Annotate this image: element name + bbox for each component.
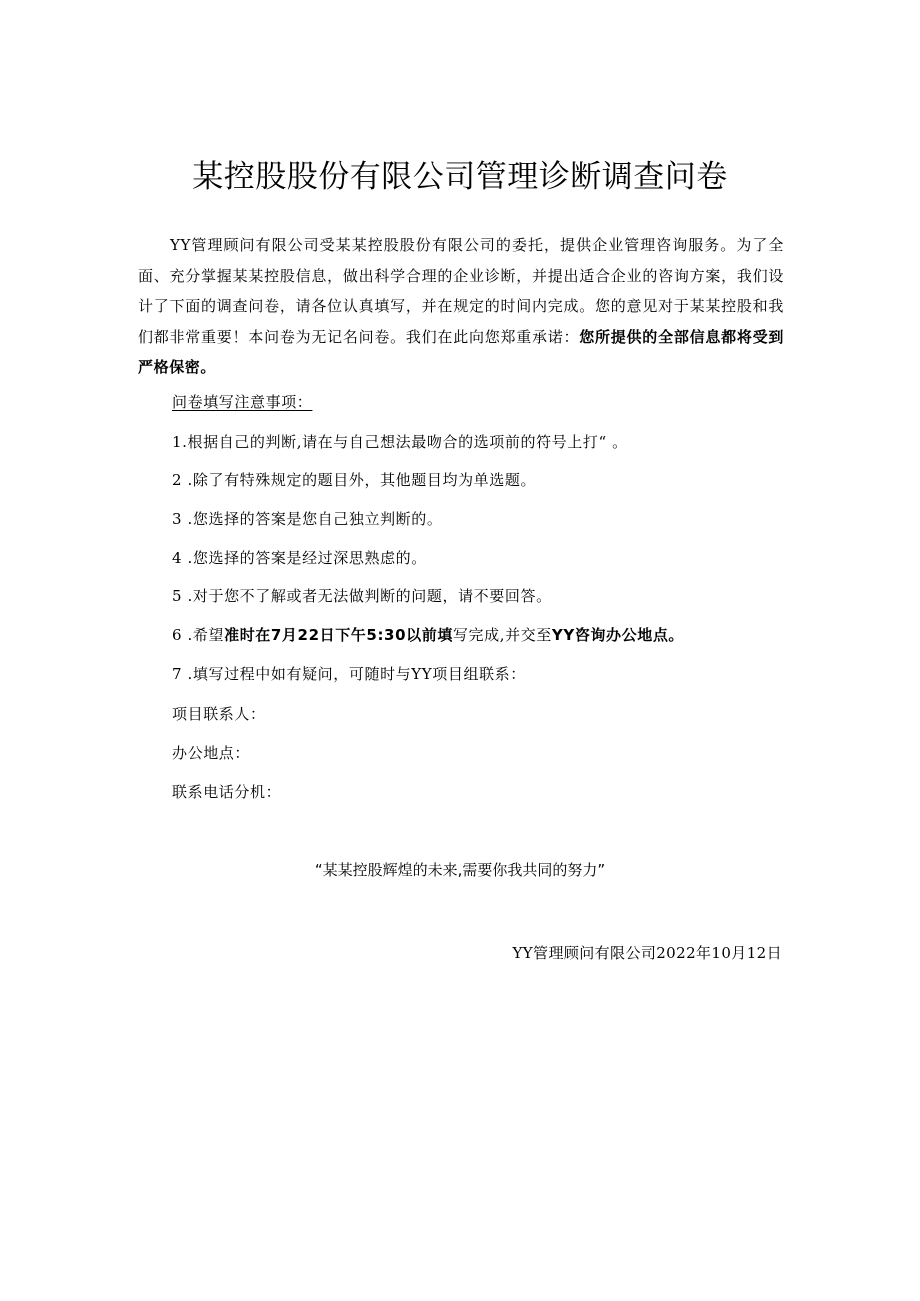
- office-location-label: 办公地点：: [172, 744, 251, 762]
- note-6-location: YY咨询办公地点。: [551, 626, 685, 644]
- signature-line: YY管理顾问有限公司2022年10月12日: [512, 944, 782, 962]
- slogan: “某某控股辉煌的未来,需要你我共同的努力”: [314, 861, 606, 879]
- note-item-5: 5 .对于您不了解或者无法做判断的问题，请不要回答。: [172, 587, 552, 605]
- note-item-2: 2 .除了有特殊规定的题目外，其他题目均为单选题。: [172, 471, 537, 489]
- note-item-3: 3 .您选择的答案是您自己独立判断的。: [172, 510, 443, 528]
- note-item-7: 7 .填写过程中如有疑问，可随时与YY项目组联系：: [172, 665, 526, 683]
- note-item-6: [172, 623, 684, 647]
- contact-phone-label: 联系电话分机：: [172, 783, 282, 801]
- note-item-4: 4 .您选择的答案是经过深思熟虑的。: [172, 549, 427, 567]
- confidentiality-promise: 您所提供的全部信息都将受到严格保密。: [138, 327, 784, 376]
- notes-heading: 问卷填写注意事项：: [172, 393, 313, 411]
- note-item-1: 1.根据自己的判断,请在与自己想法最吻合的选项前的符号上打“ 。: [172, 433, 628, 451]
- document-title: 某控股股份有限公司管理诊断调查问卷: [192, 159, 728, 195]
- contact-person-label: 项目联系人：: [172, 705, 266, 723]
- intro-text: YY管理顾问有限公司受某某控股股份有限公司的委托，提供企业管理咨询服务。为了全面、充分掌握某某控股信息，做出科学合理的企业诊断，并提出适合企业的咨询方案，我们设计了下面的调查问卷，请各位认真填写，并在规定的时间内完成。您的意见对于某某控股和我们都非常重要！本问卷为无记名问卷。我们在此向您郑重承诺：: [138, 236, 784, 346]
- note-6-deadline: 准时在7月22日下午5:30以前填: [224, 626, 453, 644]
- note-6-middle: 写完成,并交至: [452, 626, 552, 644]
- intro-paragraph: [138, 230, 784, 383]
- note-6-prefix: 6 .希望: [172, 626, 225, 644]
